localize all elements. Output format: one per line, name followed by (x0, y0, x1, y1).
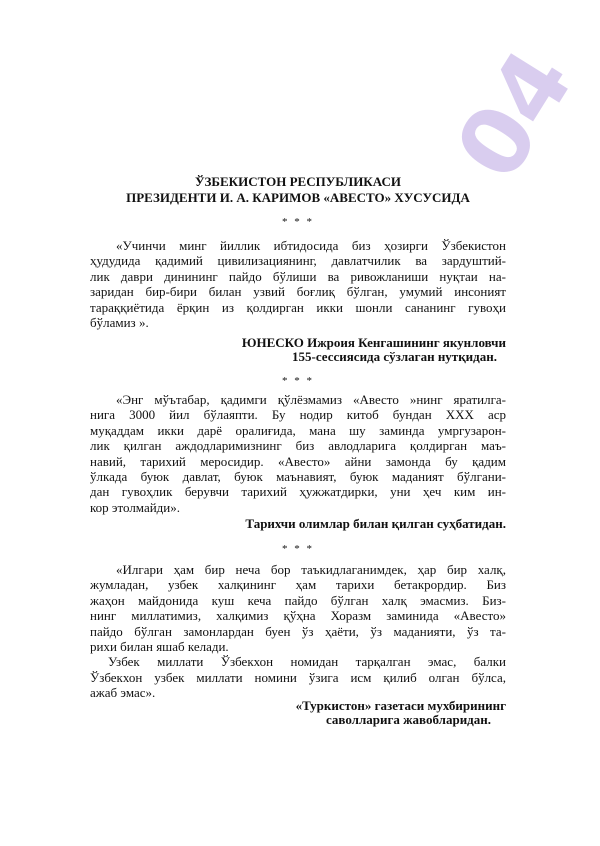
quote-source (90, 336, 518, 363)
quote-line: нинг миллатимиз, халқимиз қўҳна Хоразм заминида «Авесто» (90, 608, 506, 624)
quote-3 (90, 562, 506, 701)
quote-source (90, 699, 518, 726)
quote-2 (90, 392, 506, 515)
separator: * * * (282, 216, 314, 228)
quote-line: жумладан, узбек халқининг ҳам тарихи бетакрордир. Биз (90, 577, 506, 593)
source-line: 155-сессиясида сўзлаган нутқидан. (292, 348, 497, 364)
source-line: Тарихчи олимлар билан қилган суҳбатидан. (245, 516, 506, 531)
quote-line: жаҳон майдонида куш кеча пайдо бўлган халқ эмасмиз. Биз- (90, 592, 506, 608)
quote-line: дан гувоҳлик берувчи тарихий ҳужжатдирки, уни ҳеч ким ин- (90, 484, 506, 500)
quote-line: муқаддам икки дарё оралиғида, мана шу заминда умргузарон- (90, 422, 506, 438)
source-line: «Туркистон» газетаси мухбирининг (295, 698, 506, 713)
quote-source (90, 517, 518, 531)
quote-line: «Энг мўътабар, қадимги қўлёзмамиз «Авесто »нинг яратилга- (116, 392, 506, 407)
source-line: саволларига жавобларидан. (325, 711, 491, 727)
quote-line: Узбек миллати Ўзбекхон номидан тарқалган эмас, балки (108, 654, 506, 670)
title-line-1: ЎЗБЕКИСТОН РЕСПУБЛИКАСИ (195, 174, 401, 189)
quote-line: нига 3000 йил бўлаяпти. Бу нодир китоб бундан ХХХ аср (90, 407, 506, 423)
quote-line: бўламиз ». (90, 314, 149, 330)
title-line-2: ПРЕЗИДЕНТИ И. А. КАРИМОВ «АВЕСТО» ХУСУСИДА (126, 190, 470, 205)
quote-line: ўлкада буюк давлат, буюк маънавият, буюк маданият бўлгани- (90, 468, 506, 484)
quote-line: кор этолмайди». (90, 499, 180, 515)
quote-line: ҳудудида қадимий цивилизациянинг, давлатчилик ва зардуштий- (90, 253, 506, 269)
page-title (90, 174, 506, 206)
source-line: ЮНЕСКО Ижроия Кенгашининг якунловчи (241, 335, 506, 350)
quote-line: пайдо бўлган замонлардан буен ўз ҳаёти, ўз маданияти, ўз та- (90, 623, 506, 639)
quote-line: «Илгари ҳам бир неча бор таъкидлаганимдек, ҳар бир халқ, (116, 562, 506, 577)
quote-line: тараққиётида ёрқин из қолдирган икки шонли сананинг гувоҳи (90, 299, 506, 315)
quote-line: лик даври динининг пайдо бўлиши ва ривожланиши нуқтаи на- (90, 268, 506, 284)
quote-1 (90, 238, 506, 330)
quote-line: навий, тарихий меросидир. «Авесто» айни замонда бу қадим (90, 453, 506, 469)
quote-line: рихи билан яшаб келади. (90, 638, 229, 654)
separator: * * * (282, 375, 314, 387)
quote-line: лик қилган аждодларимизнинг биз авлодларига қолдирган маъ- (90, 438, 506, 454)
separator: * * * (282, 543, 314, 555)
quote-line: ажаб эмас». (90, 685, 156, 701)
quote-line: «Учинчи минг йиллик ибтидосида биз ҳозирги Ўзбекистон (116, 238, 506, 253)
quote-line: заридан бир-бири билан узвий боғлиқ бўлган, умумий инсоният (90, 284, 506, 300)
watermark: 04 (435, 32, 594, 198)
quote-line: Ўзбекхон узбек миллати номини ўзига исм қилиб олган бўлса, (90, 669, 506, 685)
